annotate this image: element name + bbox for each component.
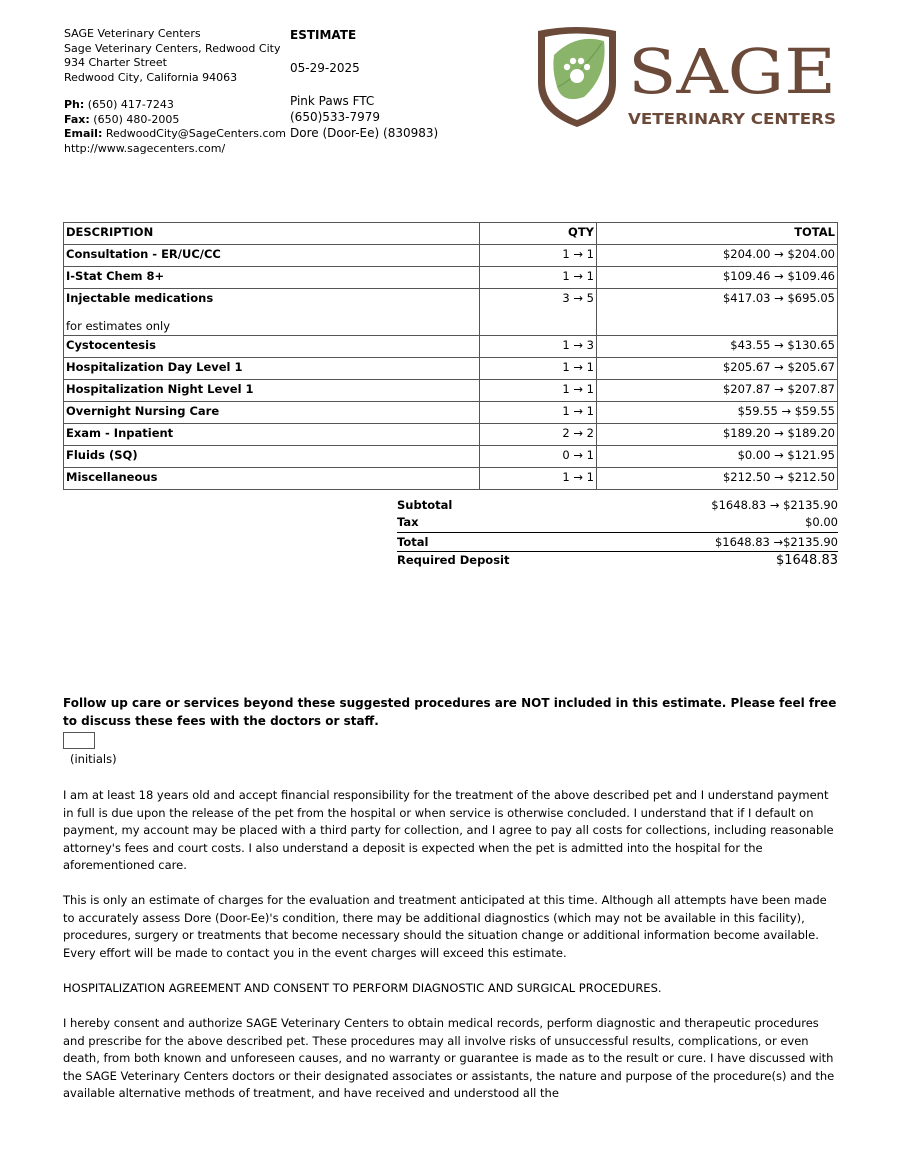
estimate-note-paragraph: This is only an estimate of charges for the evaluation and treatment anticipated at this time. Although all attempts have been made to accurately assess Dore (Door-Ee)'s condition, there may be additional diagnostics (which may not be available in this facility), procedures, surgery or treatments that become necessary should the situation change or additional information become available. Every effort will be made to contact you in the event charges will exceed this estimate.	[63, 893, 827, 960]
row-total: $43.55 → $130.65	[597, 336, 838, 358]
row-qty: 2 → 2	[480, 424, 597, 446]
tax-label: Tax	[397, 515, 419, 530]
initials-label: (initials)	[70, 752, 117, 766]
row-total: $109.46 → $109.46	[597, 267, 838, 289]
total-row	[397, 532, 838, 552]
responsibility-paragraph: I am at least 18 years old and accept financial responsibility for the treatment of the above described pet and I understand payment in full is due upon the release of the pet from the hospital or when service is otherwise concluded. I understand that if I default on payment, my account may be placed with a third party for collection, and I agree to pay all costs for collections, including reasonable attorney's fees and court costs. I also understand a deposit is expected when the pet is admitted into the hospital for the aforementioned care.	[63, 788, 834, 872]
header-qty: QTY	[480, 223, 597, 245]
row-description: Injectable medications	[66, 291, 214, 305]
table-row	[64, 289, 838, 336]
row-description: Hospitalization Night Level 1	[64, 380, 480, 402]
row-qty: 1 → 1	[480, 358, 597, 380]
clinic-street: 934 Charter Street	[64, 56, 167, 69]
estimate-date: 05-29-2025	[290, 61, 360, 75]
paw-toe-3	[578, 58, 584, 64]
table-row	[64, 424, 838, 446]
clinic-fax	[64, 113, 286, 128]
row-qty: 1 → 1	[480, 468, 597, 490]
clinic-city: Redwood City, California 94063	[64, 70, 238, 84]
row-description-cell	[64, 289, 480, 336]
row-total: $205.67 → $205.67	[597, 358, 838, 380]
sage-logo-graphic	[536, 25, 841, 130]
estimate-header	[290, 27, 438, 141]
table-row	[64, 245, 838, 267]
table-header-row	[64, 223, 838, 245]
client-phone: (650)533-7979	[290, 110, 381, 124]
consent-heading: HOSPITALIZATION AGREEMENT AND CONSENT TO PERFORM DIAGNOSTIC AND SURGICAL PROCEDURES.	[63, 981, 662, 995]
row-total: $417.03 → $695.05	[597, 289, 838, 336]
paw-toe-2	[570, 58, 576, 64]
sage-logo	[536, 25, 841, 130]
row-qty: 1 → 1	[480, 267, 597, 289]
row-description: Overnight Nursing Care	[64, 402, 480, 424]
clinic-name: SAGE Veterinary Centers	[64, 27, 201, 40]
row-description: Exam - Inpatient	[64, 424, 480, 446]
table-row	[64, 468, 838, 490]
row-total: $207.87 → $207.87	[597, 380, 838, 402]
row-qty: 1 → 1	[480, 245, 597, 267]
paw-pad	[570, 69, 584, 83]
total-value: $1648.83 →$2135.90	[714, 534, 838, 549]
deposit-value: $1648.83	[775, 552, 838, 568]
header-total: TOTAL	[597, 223, 838, 245]
row-qty: 3 → 5	[480, 289, 597, 336]
row-description: Fluids (SQ)	[64, 446, 480, 468]
phone-label: Ph:	[64, 98, 85, 111]
row-description: Cystocentesis	[64, 336, 480, 358]
table-row	[64, 446, 838, 468]
deposit-row	[397, 552, 838, 570]
header-description: DESCRIPTION	[64, 223, 480, 245]
row-description: Consultation - ER/UC/CC	[64, 245, 480, 267]
row-description: Hospitalization Day Level 1	[64, 358, 480, 380]
clinic-website[interactable]: http://www.sagecenters.com/	[64, 141, 226, 155]
table-row	[64, 267, 838, 289]
row-description: Miscellaneous	[64, 468, 480, 490]
estimate-title: ESTIMATE	[290, 28, 357, 42]
row-total: $59.55 → $59.55	[597, 402, 838, 424]
clinic-phone	[64, 98, 286, 113]
clinic-branch: Sage Veterinary Centers, Redwood City	[64, 41, 281, 55]
table-row	[64, 358, 838, 380]
patient-name: Dore (Door-Ee) (830983)	[290, 126, 439, 140]
row-description: I-Stat Chem 8+	[64, 267, 480, 289]
email-value[interactable]: RedwoodCity@SageCenters.com	[105, 127, 286, 140]
table-row	[64, 336, 838, 358]
subtotal-value: $1648.83 → $2135.90	[711, 497, 838, 512]
paw-toe-4	[584, 64, 590, 70]
client-name: Pink Paws FTC	[290, 94, 375, 108]
estimate-table	[63, 222, 838, 490]
tax-row	[397, 514, 838, 532]
phone-value: (650) 417-7243	[87, 98, 174, 111]
logo-subtitle: VETERINARY CENTERS	[628, 110, 836, 128]
initials-field[interactable]	[63, 732, 95, 749]
row-qty: 0 → 1	[480, 446, 597, 468]
fax-label: Fax:	[64, 112, 90, 126]
table-row	[64, 402, 838, 424]
totals-block	[397, 496, 838, 569]
row-total: $0.00 → $121.95	[597, 446, 838, 468]
clinic-email	[64, 127, 286, 142]
followup-notice: Follow up care or services beyond these suggested procedures are NOT included in this estimate. Please feel free to discuss these fees with the doctors or staff.	[63, 696, 837, 728]
consent-paragraph: I hereby consent and authorize SAGE Veterinary Centers to obtain medical records, perform diagnostic and therapeutic procedures and prescribe for the above described pet. These procedures may all involve risks of unsuccessful results, complications, or even death, from both known and unforeseen causes, and no warranty or guarantee is made as to the result or cure. I have discussed with the SAGE Veterinary Centers doctors or their designated associates or assistants, the nature and purpose of the procedure(s) and the available alternative methods of treatment, and have received and understood all the	[63, 1016, 835, 1100]
clinic-info	[64, 27, 286, 156]
fax-value: (650) 480-2005	[93, 112, 180, 126]
email-label: Email:	[64, 127, 103, 140]
row-total: $204.00 → $204.00	[597, 245, 838, 267]
row-total: $212.50 → $212.50	[597, 468, 838, 490]
logo-word: SAGE	[628, 35, 836, 108]
subtotal-label: Subtotal	[397, 497, 453, 512]
row-note: for estimates only	[66, 319, 171, 333]
deposit-label: Required Deposit	[397, 553, 510, 568]
paw-toe-1	[564, 64, 570, 70]
subtotal-row	[397, 496, 838, 514]
row-total: $189.20 → $189.20	[597, 424, 838, 446]
tax-value: $0.00	[805, 515, 838, 530]
row-qty: 1 → 1	[480, 380, 597, 402]
total-label: Total	[397, 534, 429, 549]
table-row	[64, 380, 838, 402]
row-qty: 1 → 3	[480, 336, 597, 358]
row-qty: 1 → 1	[480, 402, 597, 424]
